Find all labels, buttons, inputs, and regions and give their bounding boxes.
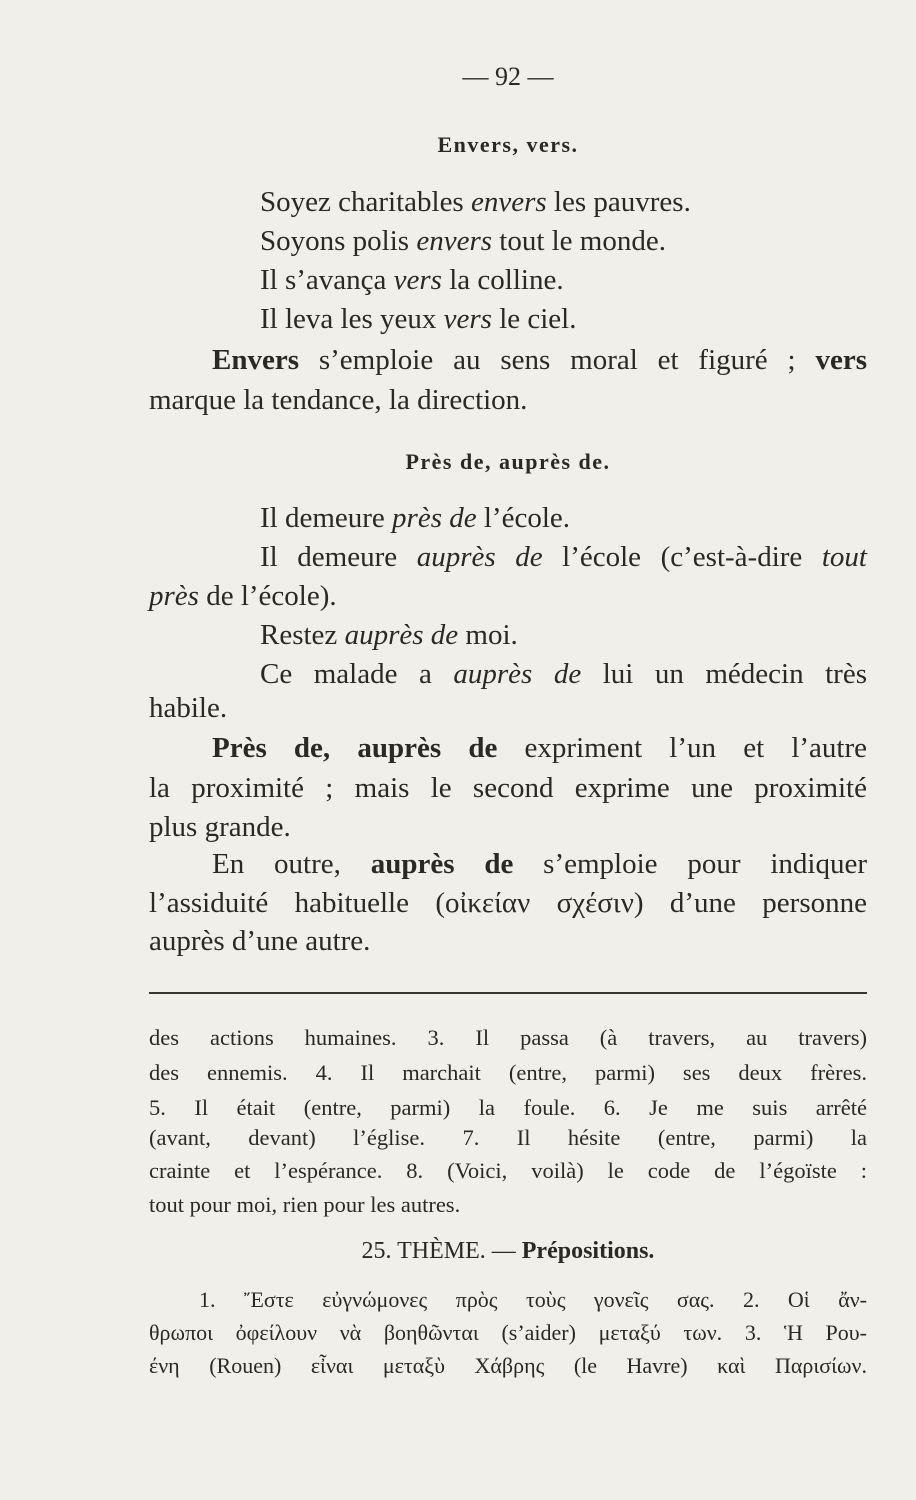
section-heading-envers-vers: Envers, vers. xyxy=(437,132,579,157)
note-line: des actions humaines. 3. Il passa (à travers, au travers) xyxy=(149,1025,867,1050)
greek-exercise-line: θρωποι ὀφείλουν νὰ βοηθῶνται (s’aider) μεταξύ των. 3. Ἡ Ρου- xyxy=(149,1320,867,1345)
example-line: Il s’avança vers la colline. xyxy=(260,264,564,296)
section-heading-pres-de: Près de, auprès de. xyxy=(405,449,611,474)
example-line: habile. xyxy=(149,692,228,724)
example-line: Il demeure auprès de l’école (c’est-à-dire tout xyxy=(260,541,867,573)
example-line: Il demeure près de l’école. xyxy=(260,502,571,534)
rule-paragraph-line: plus grande. xyxy=(149,811,291,843)
footnote-divider xyxy=(149,992,867,994)
note-line: tout pour moi, rien pour les autres. xyxy=(149,1192,461,1217)
example-line: Restez auprès de moi. xyxy=(260,619,518,651)
rule-paragraph-line: marque la tendance, la direction. xyxy=(149,384,528,416)
example-line: près de l’école). xyxy=(149,580,337,612)
page-number: — 92 — xyxy=(462,62,554,91)
page xyxy=(149,0,867,1500)
note-line: 5. Il était (entre, parmi) la foule. 6. Je me suis arrêté xyxy=(149,1095,867,1120)
rule-paragraph-line: la proximité ; mais le second exprime une proximité xyxy=(149,772,867,804)
note-line: crainte et l’espérance. 8. (Voici, voilà) le code de l’égoïste : xyxy=(149,1158,867,1183)
rule-paragraph: En outre, auprès de s’emploie pour indiquer xyxy=(212,848,867,880)
greek-exercise-line: 1. Ἔστε εὐγνώμονες πρὸς τοὺς γονεῖς σας. 2. Οἱ ἄν- xyxy=(199,1287,867,1312)
theme-heading: 25. THÈME. — Prépositions. xyxy=(361,1238,655,1264)
rule-paragraph-line: auprès d’une autre. xyxy=(149,925,371,957)
rule-paragraph-line: l’assiduité habituelle (οἰκείαν σχέσιν) d’une personne xyxy=(149,887,867,919)
example-line: Ce malade a auprès de lui un médecin très xyxy=(260,658,867,690)
greek-exercise-line: ένη (Rouen) εἶναι μεταξὺ Χάβρης (le Havre) καὶ Παρισίων. xyxy=(149,1353,867,1378)
note-line: (avant, devant) l’église. 7. Il hésite (entre, parmi) la xyxy=(149,1125,867,1150)
rule-paragraph: Près de, auprès de expriment l’un et l’autre xyxy=(212,732,868,764)
example-line: Soyez charitables envers les pauvres. xyxy=(260,186,691,218)
example-line: Il leva les yeux vers le ciel. xyxy=(260,303,577,335)
example-line: Soyons polis envers tout le monde. xyxy=(260,225,666,257)
note-line: des ennemis. 4. Il marchait (entre, parmi) ses deux frères. xyxy=(149,1060,867,1085)
rule-paragraph: Envers s’emploie au sens moral et figuré ; vers xyxy=(212,344,867,376)
